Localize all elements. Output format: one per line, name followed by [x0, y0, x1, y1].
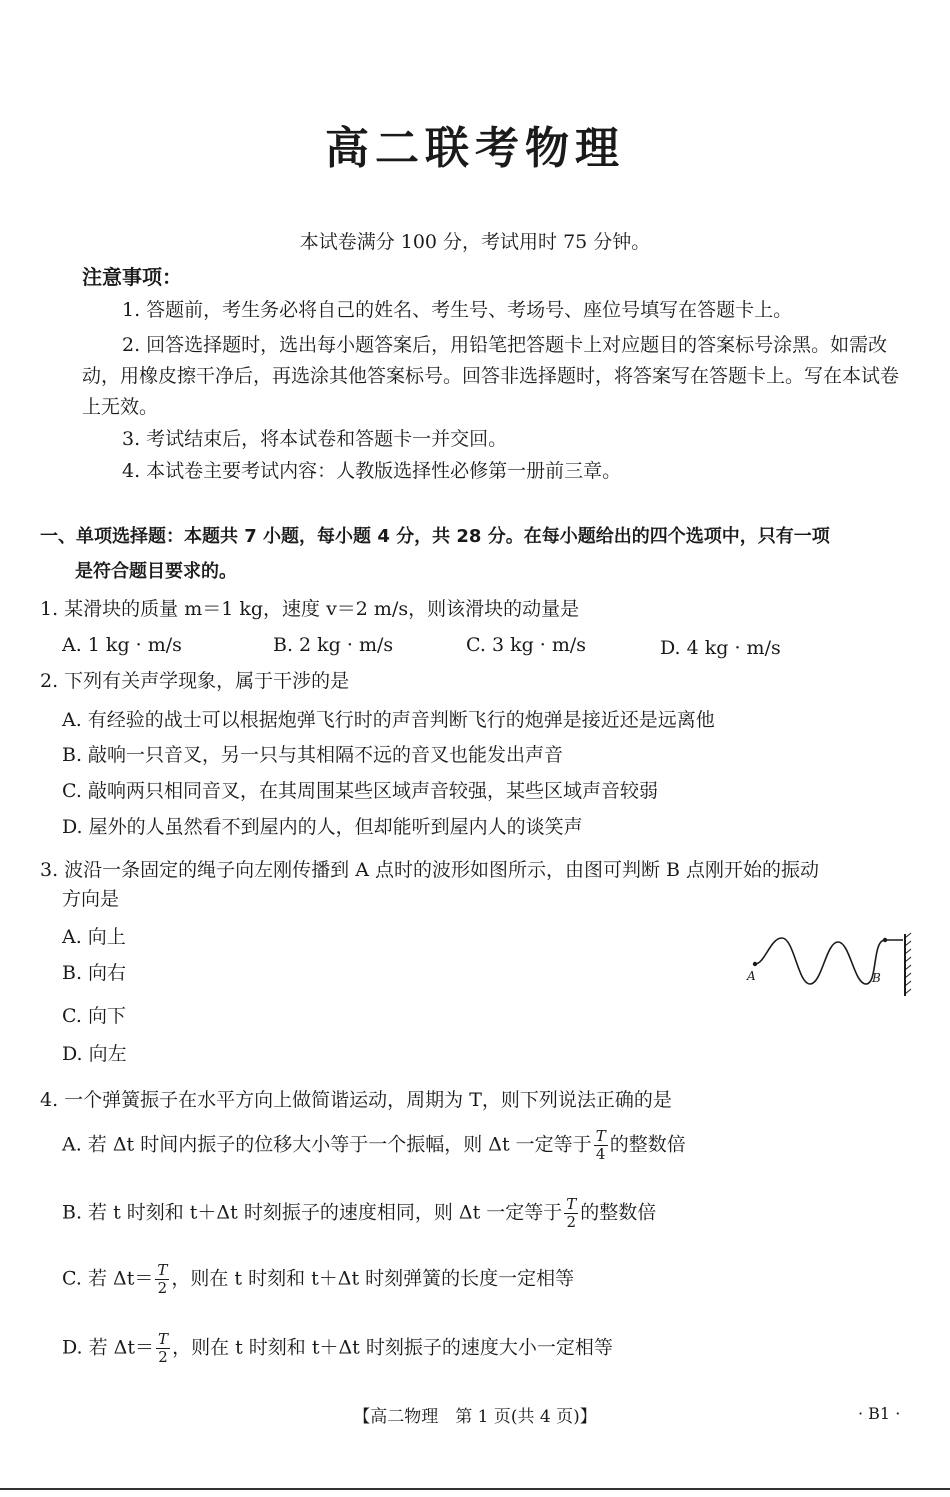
- q4-option-c-suffix: ，则在 t 时刻和 t＋Δt 时刻弹簧的长度一定相等: [171, 1267, 575, 1290]
- notes-heading: 注意事项：: [82, 265, 182, 289]
- wave-figure: [740, 928, 915, 998]
- q4-option-b-text: B. 若 t 时刻和 t＋Δt 时刻振子的速度相同，则 Δt 一定等于: [62, 1201, 563, 1224]
- q1-option-d: D. 4 kg · m/s: [660, 637, 781, 659]
- fraction: [594, 1128, 608, 1163]
- q1-option-a: A. 1 kg · m/s: [62, 634, 182, 656]
- q2-option-c: C. 敲响两只相同音叉，在其周围某些区域声音较强，某些区域声音较弱: [62, 780, 658, 802]
- q2-option-a: A. 有经验的战士可以根据炮弹飞行时的声音判断飞行的炮弹是接近还是远离他: [62, 709, 715, 731]
- fraction-denominator: 4: [594, 1145, 608, 1163]
- point-b-dot: [883, 938, 887, 942]
- q2-stem: 2. 下列有关声学现象，属于干涉的是: [40, 670, 350, 692]
- point-b-label: B: [872, 971, 881, 985]
- page-code: · B1 ·: [858, 1404, 901, 1423]
- page-footer: 【高二物理 第 1 页(共 4 页)】: [353, 1407, 597, 1427]
- note-item-4: 4. 本试卷主要考试内容：人教版选择性必修第一册前三章。: [122, 460, 622, 482]
- q3-option-d: D. 向左: [62, 1043, 127, 1065]
- q3-option-c: C. 向下: [62, 1005, 126, 1027]
- fraction-denominator: 2: [156, 1348, 170, 1366]
- page-title: 高二联考物理: [325, 123, 625, 174]
- fraction-denominator: 2: [155, 1279, 169, 1297]
- q1-option-b: B. 2 kg · m/s: [273, 634, 394, 656]
- q3-option-b: B. 向右: [62, 962, 127, 984]
- section-heading: 一、单项选择题：本题共 7 小题，每小题 4 分，共 28 分。在每小题给出的四个选项中，只有一项: [40, 526, 830, 547]
- q4-option-a-suffix: 的整数倍: [609, 1133, 686, 1156]
- q2-option-d: D. 屋外的人虽然看不到屋内的人，但却能听到屋内人的谈笑声: [62, 816, 583, 838]
- q4-option-c: [62, 1262, 574, 1297]
- note-item-1: 1. 答题前，考生务必将自己的姓名、考生号、考场号、座位号填写在答题卡上。: [122, 299, 793, 321]
- point-a-dot: [753, 962, 757, 966]
- q4-option-d-suffix: ，则在 t 时刻和 t＋Δt 时刻振子的速度大小一定相等: [172, 1336, 613, 1359]
- section-heading-cont: 是符合题目要求的。: [75, 561, 237, 582]
- q4-option-d: [62, 1331, 613, 1366]
- fraction: [155, 1262, 169, 1297]
- note-item-2: 2. 回答选择题时，选出每小题答案后，用铅笔把答题卡上对应题目的答案标号涂黑。如需改动，用橡皮擦干净后，再选涂其他答案标号。回答非选择题时，将答案写在答题卡上。写在本试卷上无效。: [82, 334, 900, 418]
- q4-stem: 4. 一个弹簧振子在水平方向上做简谐运动，周期为 T，则下列说法正确的是: [40, 1089, 672, 1111]
- q4-option-a: [62, 1128, 686, 1163]
- q4-option-c-text: C. 若 Δt＝: [62, 1267, 154, 1290]
- fraction-numerator: T: [595, 1127, 606, 1145]
- q1-option-c: C. 3 kg · m/s: [466, 634, 587, 656]
- note-item-3: 3. 考试结束后，将本试卷和答题卡一并交回。: [122, 428, 508, 450]
- q3-option-a: A. 向上: [62, 926, 126, 948]
- wave-curve: [755, 938, 885, 984]
- q4-option-b-suffix: 的整数倍: [580, 1201, 657, 1224]
- point-a-label: A: [747, 969, 756, 983]
- q3-stem-cont: 方向是: [62, 888, 120, 910]
- exam-info: 本试卷满分 100 分，考试用时 75 分钟。: [299, 231, 651, 253]
- q4-option-a-text: A. 若 Δt 时间内振子的位移大小等于一个振幅，则 Δt 一定等于: [62, 1133, 592, 1156]
- fraction-numerator: T: [566, 1195, 577, 1213]
- q4-option-d-text: D. 若 Δt＝: [62, 1336, 155, 1359]
- q3-stem: 3. 波沿一条固定的绳子向左刚传播到 A 点时的波形如图所示，由图可判断 B 点刚开始的振动: [40, 859, 820, 881]
- fraction-numerator: T: [157, 1261, 168, 1279]
- fraction-denominator: 2: [564, 1213, 578, 1231]
- fraction: [156, 1331, 170, 1366]
- fraction: [564, 1196, 578, 1231]
- q4-option-b: [62, 1196, 656, 1231]
- bottom-divider: [0, 1488, 950, 1490]
- fraction-numerator: T: [158, 1330, 169, 1348]
- q2-option-b: B. 敲响一只音叉，另一只与其相隔不远的音叉也能发出声音: [62, 744, 564, 766]
- q1-stem: 1. 某滑块的质量 m＝1 kg，速度 v＝2 m/s，则该滑块的动量是: [40, 598, 580, 620]
